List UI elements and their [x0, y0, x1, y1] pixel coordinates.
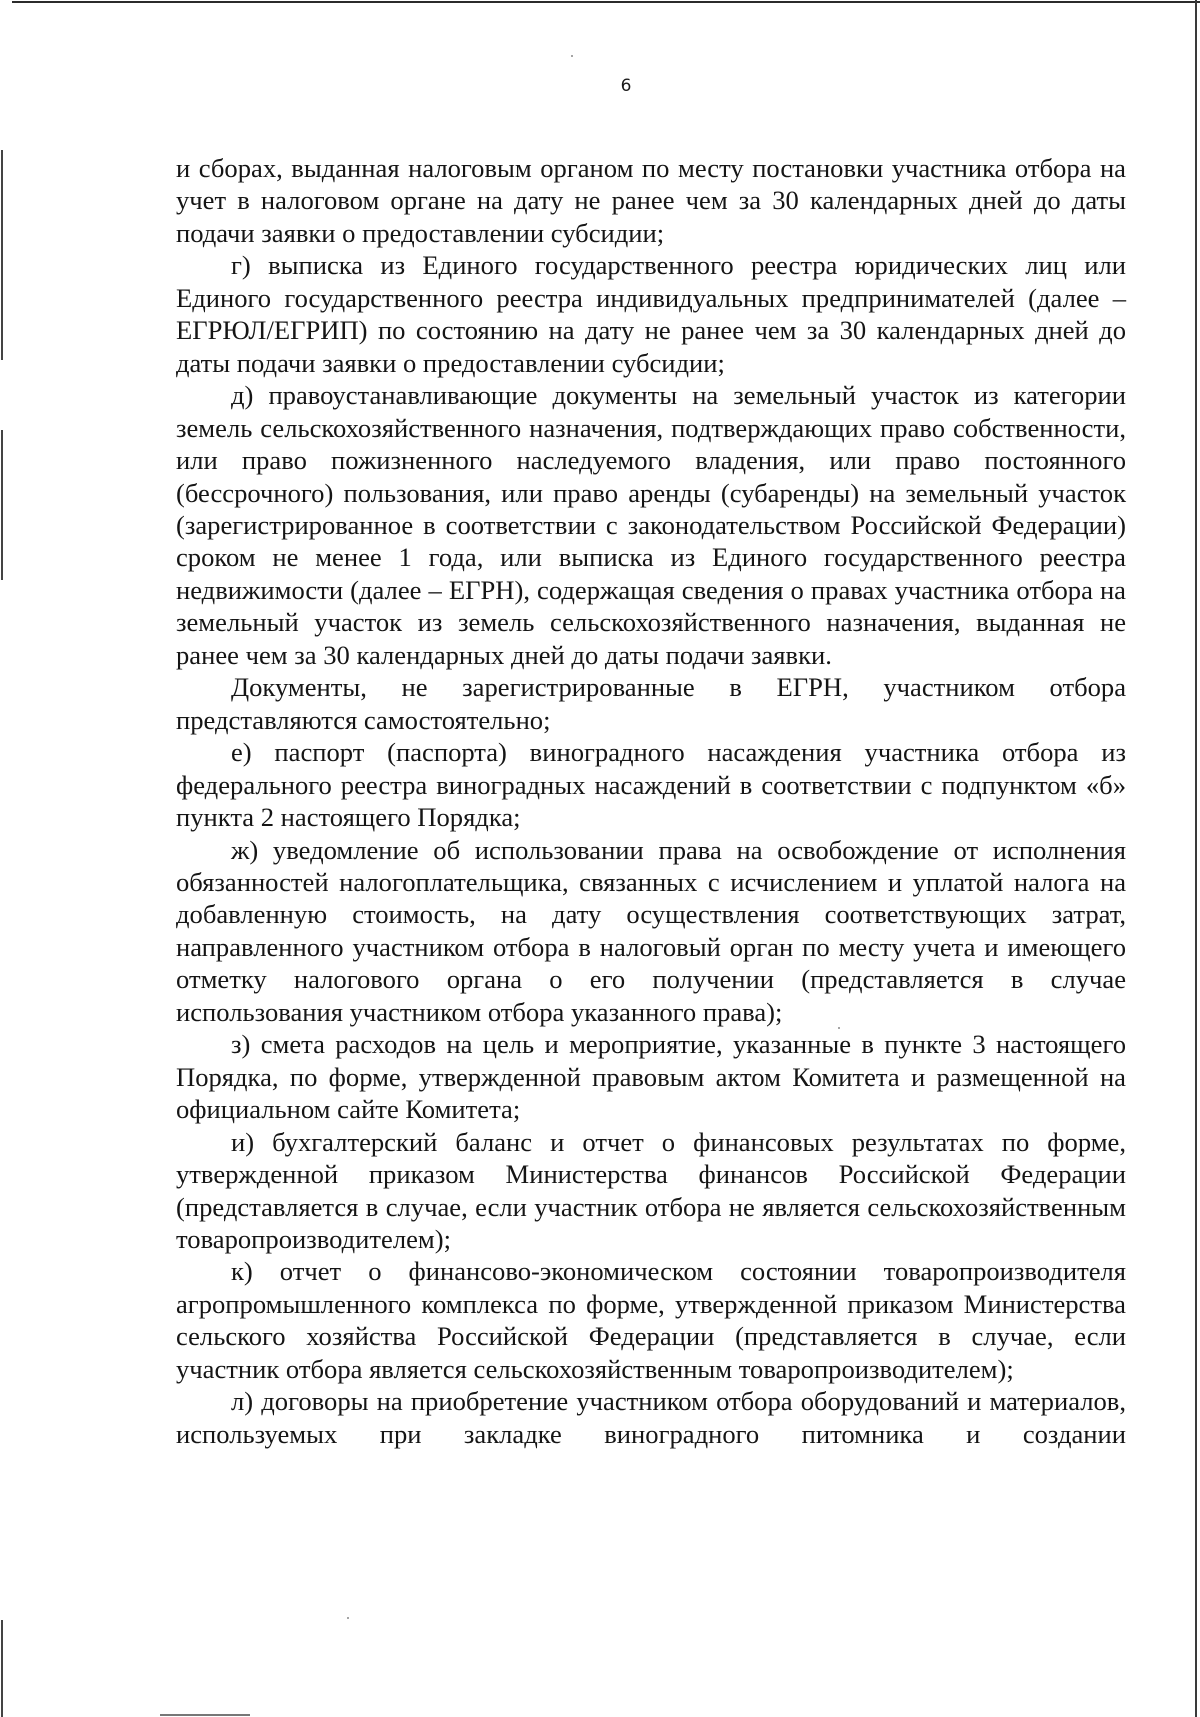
- document-body: [176, 152, 1126, 1450]
- paragraph-item-zh: ж) уведомление об использовании права на освобождение от исполнения обязанностей налогоплательщика, связанных с исчислением и уплатой налога на добавленную стоимость, на дату осуществления соответствующих затрат, направленного участником отбора в налоговый орган по месту учета и имеющего отметку налогового органа о его получении (представляется в случае использования участником отбора указанного права);: [176, 834, 1126, 1027]
- scan-right-edge: [1195, 0, 1197, 1717]
- paragraph-item-z: з) смета расходов на цель и мероприятие, указанные в пункте 3 настоящего Порядка, по форме, утвержденной правовым актом Комитета и размещенной на официальном сайте Комитета;: [176, 1029, 1126, 1125]
- scan-speck: [571, 55, 573, 57]
- paragraph-item-i: и) бухгалтерский баланс и отчет о финансовых результатах по форме, утвержденной приказом Министерства финансов Российской Федерации (представляется в случае, если участник отбора не является сельскохозяйственным товаропроизводителем);: [176, 1126, 1126, 1254]
- paragraph-item-g: г) выписка из Единого государственного реестра юридических лиц или Единого государственного реестра индивидуальных предпринимателей (далее – ЕГРЮЛ/ЕГРИП) по состоянию на дату не ранее чем за 30 календарных дней до даты подачи заявки о предоставлении субсидии;: [176, 250, 1126, 378]
- scan-left-edge: [1, 1620, 3, 1717]
- paragraph-item-l: л) договоры на приобретение участником отбора оборудований и материалов, используемых при закладке виноградного питомника и создании: [176, 1386, 1126, 1449]
- paragraph-continuation: и сборах, выданная налоговым органом по месту постановки участника отбора на учет в налоговом органе на дату не ранее чем за 30 календарных дней до даты подачи заявки о предоставлении субсидии;: [176, 153, 1126, 248]
- paragraph-item-e: е) паспорт (паспорта) виноградного насаждения участника отбора из федерального реестра виноградных насаждений в соответствии с подпунктом «б» пункта 2 настоящего Порядка;: [176, 737, 1126, 833]
- scan-left-edge: [1, 150, 3, 360]
- paragraph-documents-note: Документы, не зарегистрированные в ЕГРН, участником отбора представляются самостоятельно;: [176, 672, 1126, 735]
- page-number: 6: [620, 76, 632, 96]
- scan-bottom-edge: [160, 1714, 250, 1716]
- scan-top-edge: [12, 1, 1200, 3]
- paragraph-item-k: к) отчет о финансово-экономическом состоянии товаропроизводителя агропромышленного комплекса по форме, утвержденной приказом Министерства сельского хозяйства Российской Федерации (представляется в случае, если участник отбора является сельскохозяйственным товаропроизводителем);: [176, 1256, 1126, 1384]
- scan-left-edge: [1, 430, 3, 580]
- paragraph-item-d: д) правоустанавливающие документы на земельный участок из категории земель сельскохозяйственного назначения, подтверждающих право собственности, или право пожизненного наследуемого владения, или право постоянного (бессрочного) пользования, или право аренды (субаренды) на земельный участок (зарегистрированное в соответствии с законодательством Российской Федерации) сроком не менее 1 года, или выписка из Единого государственного реестра недвижимости (далее – ЕГРН), содержащая сведения о правах участника отбора на земельный участок из земель сельскохозяйственного назначения, выданная не ранее чем за 30 календарных дней до даты подачи заявки.: [176, 380, 1126, 670]
- scan-speck: [347, 1617, 349, 1619]
